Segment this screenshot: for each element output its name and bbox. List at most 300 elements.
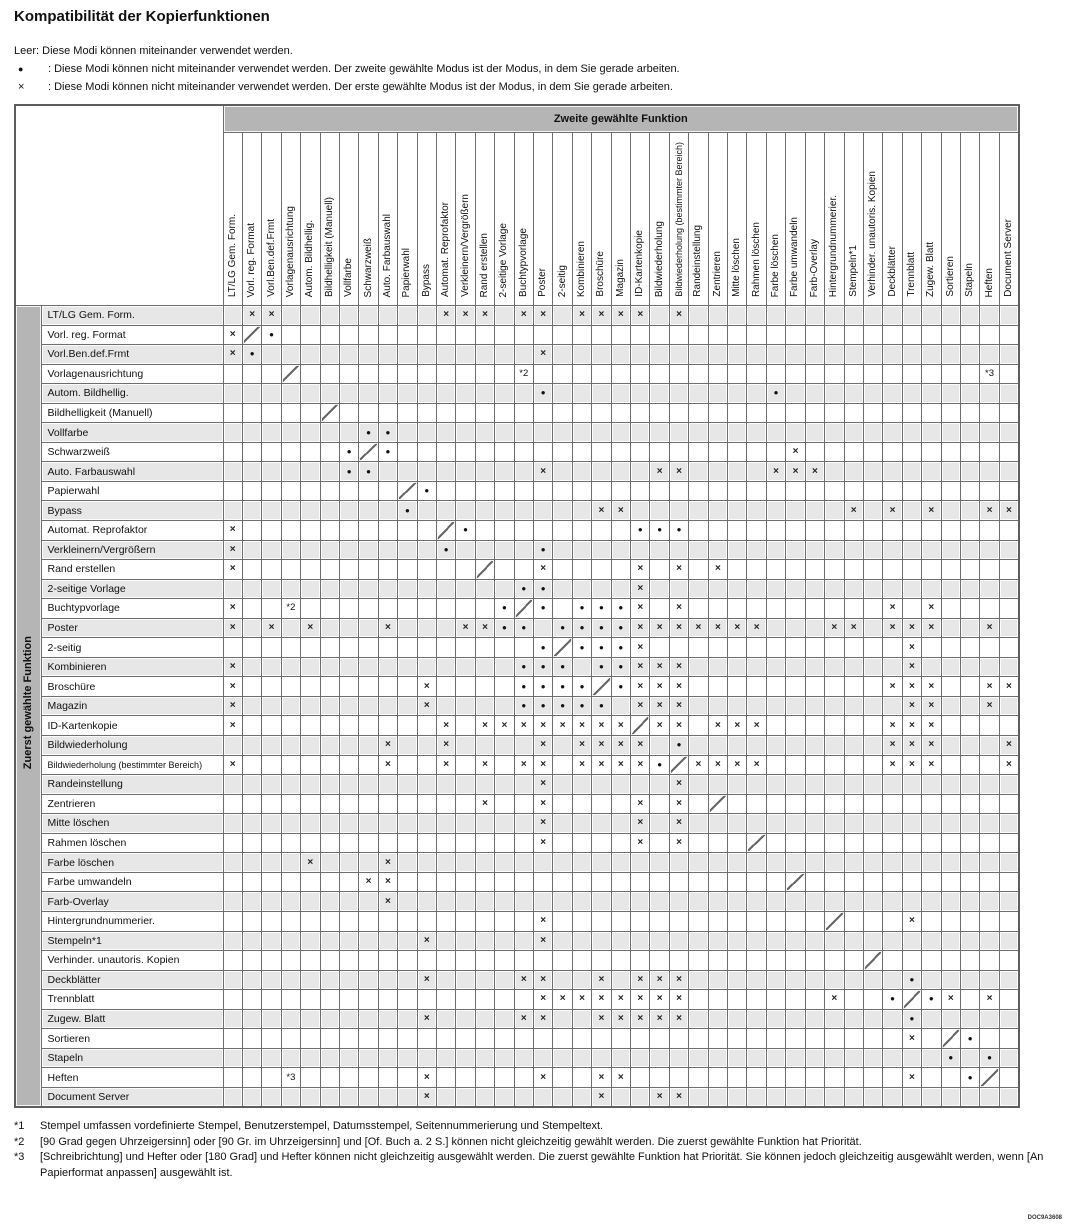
cross-mark-icon: × bbox=[579, 739, 585, 751]
matrix-cell bbox=[378, 657, 397, 677]
matrix-cell bbox=[553, 814, 572, 834]
matrix-cell bbox=[960, 892, 979, 912]
matrix-cell bbox=[359, 1029, 378, 1049]
matrix-cell bbox=[728, 794, 747, 814]
matrix-cell bbox=[398, 970, 417, 990]
cross-mark-icon: × bbox=[462, 309, 469, 321]
matrix-cell bbox=[960, 618, 979, 638]
cross-mark-icon: × bbox=[423, 934, 430, 946]
matrix-row bbox=[15, 833, 1019, 853]
matrix-diagonal-cell bbox=[980, 1068, 999, 1088]
cross-mark-icon: × bbox=[598, 1012, 605, 1024]
matrix-cell bbox=[631, 638, 650, 658]
matrix-cell bbox=[572, 403, 591, 423]
matrix-row bbox=[15, 345, 1019, 365]
matrix-cell bbox=[728, 325, 747, 345]
cross-mark-icon: × bbox=[443, 719, 450, 731]
matrix-cell bbox=[631, 775, 650, 795]
matrix-cell bbox=[398, 501, 417, 521]
matrix-cell bbox=[262, 1048, 281, 1068]
matrix-cell bbox=[359, 345, 378, 365]
dot-mark-icon: ● bbox=[599, 701, 604, 711]
matrix-cell bbox=[825, 462, 844, 482]
matrix-cell bbox=[844, 1029, 863, 1049]
matrix-cell bbox=[960, 657, 979, 677]
matrix-cell bbox=[223, 872, 242, 892]
matrix-cell bbox=[553, 853, 572, 873]
matrix-cell bbox=[611, 501, 630, 521]
matrix-cell bbox=[631, 814, 650, 834]
matrix-cell bbox=[281, 462, 300, 482]
matrix-cell bbox=[592, 579, 611, 599]
cross-mark-icon: × bbox=[656, 1012, 663, 1024]
matrix-cell bbox=[805, 618, 824, 638]
row-axis-label: Zuerst gewählte Funktion bbox=[15, 306, 41, 1108]
matrix-cell bbox=[339, 325, 358, 345]
matrix-cell bbox=[941, 403, 960, 423]
matrix-cell bbox=[534, 1029, 553, 1049]
matrix-cell bbox=[708, 1048, 727, 1068]
footnote bbox=[14, 1119, 1056, 1135]
matrix-cell bbox=[301, 442, 320, 462]
column-header: Poster bbox=[534, 133, 553, 306]
dot-mark-icon: ● bbox=[521, 623, 527, 633]
matrix-cell bbox=[941, 345, 960, 365]
matrix-cell bbox=[262, 501, 281, 521]
matrix-cell bbox=[456, 618, 475, 638]
matrix-cell bbox=[999, 1068, 1019, 1088]
matrix-cell bbox=[223, 423, 242, 443]
matrix-cell bbox=[281, 1087, 300, 1107]
matrix-cell bbox=[728, 599, 747, 619]
matrix-diagonal-cell bbox=[398, 481, 417, 501]
matrix-cell bbox=[281, 892, 300, 912]
matrix-cell bbox=[242, 364, 261, 384]
matrix-row bbox=[15, 755, 1019, 775]
matrix-cell bbox=[669, 403, 688, 423]
matrix-cell bbox=[339, 618, 358, 638]
matrix-cell bbox=[902, 853, 921, 873]
matrix-cell bbox=[572, 345, 591, 365]
matrix-cell bbox=[417, 521, 436, 541]
matrix-cell bbox=[475, 755, 494, 775]
matrix-cell bbox=[631, 794, 650, 814]
matrix-cell bbox=[980, 657, 999, 677]
matrix-cell bbox=[708, 423, 727, 443]
matrix-cell bbox=[728, 1087, 747, 1107]
matrix-cell bbox=[863, 1048, 882, 1068]
cross-mark-icon: × bbox=[889, 680, 896, 692]
matrix-cell bbox=[611, 716, 630, 736]
row-label: Vorl. reg. Format bbox=[41, 325, 223, 345]
matrix-cell bbox=[281, 560, 300, 580]
cross-mark-icon: × bbox=[423, 1071, 430, 1083]
column-header: ID-Kartenkopie bbox=[631, 133, 650, 306]
matrix-cell bbox=[650, 696, 669, 716]
matrix-cell bbox=[223, 384, 242, 404]
matrix-cell bbox=[378, 951, 397, 971]
matrix-cell bbox=[339, 853, 358, 873]
matrix-cell bbox=[922, 657, 941, 677]
column-header: Bildhelligkeit (Manuell) bbox=[320, 133, 339, 306]
matrix-cell bbox=[941, 814, 960, 834]
matrix-cell bbox=[631, 892, 650, 912]
matrix-cell bbox=[417, 442, 436, 462]
matrix-cell bbox=[320, 794, 339, 814]
matrix-cell bbox=[534, 540, 553, 560]
matrix-cell bbox=[863, 814, 882, 834]
matrix-cell bbox=[223, 755, 242, 775]
matrix-cell bbox=[844, 833, 863, 853]
dot-mark-icon: ● bbox=[424, 486, 430, 496]
matrix-cell bbox=[553, 462, 572, 482]
row-label: Kombinieren bbox=[41, 657, 223, 677]
matrix-cell bbox=[980, 345, 999, 365]
matrix-cell bbox=[747, 403, 766, 423]
matrix-cell bbox=[669, 462, 688, 482]
matrix-cell bbox=[301, 462, 320, 482]
dot-mark-icon: ● bbox=[657, 525, 663, 535]
cross-mark-icon: × bbox=[928, 739, 935, 751]
matrix-row bbox=[15, 951, 1019, 971]
matrix-cell bbox=[495, 364, 514, 384]
matrix-cell bbox=[960, 638, 979, 658]
matrix-cell bbox=[320, 677, 339, 697]
matrix-cell bbox=[980, 540, 999, 560]
matrix-cell bbox=[436, 970, 455, 990]
matrix-cell bbox=[223, 696, 242, 716]
matrix-cell bbox=[728, 677, 747, 697]
cross-mark-icon: × bbox=[423, 973, 430, 985]
matrix-cell bbox=[825, 325, 844, 345]
matrix-cell bbox=[747, 853, 766, 873]
matrix-diagonal-cell bbox=[805, 892, 824, 912]
matrix-cell bbox=[534, 775, 553, 795]
matrix-cell bbox=[650, 462, 669, 482]
matrix-cell bbox=[378, 423, 397, 443]
matrix-cell bbox=[320, 462, 339, 482]
matrix-cell bbox=[456, 462, 475, 482]
matrix-cell bbox=[553, 560, 572, 580]
matrix-cell bbox=[242, 794, 261, 814]
row-label: Trennblatt bbox=[41, 990, 223, 1010]
matrix-cell bbox=[417, 853, 436, 873]
matrix-cell bbox=[378, 872, 397, 892]
matrix-row bbox=[15, 853, 1019, 873]
matrix-cell bbox=[902, 423, 921, 443]
matrix-cell bbox=[747, 501, 766, 521]
matrix-cell bbox=[766, 481, 785, 501]
matrix-cell bbox=[417, 794, 436, 814]
cross-mark-icon: × bbox=[909, 1032, 915, 1044]
matrix-cell bbox=[281, 403, 300, 423]
matrix-cell bbox=[320, 990, 339, 1010]
matrix-cell bbox=[242, 540, 261, 560]
matrix-cell bbox=[728, 306, 747, 326]
matrix-cell bbox=[650, 657, 669, 677]
matrix-cell bbox=[844, 814, 863, 834]
cross-mark-icon: × bbox=[656, 661, 663, 673]
matrix-cell bbox=[339, 736, 358, 756]
matrix-cell bbox=[786, 892, 805, 912]
matrix-cell bbox=[689, 696, 708, 716]
matrix-cell bbox=[708, 833, 727, 853]
matrix-cell bbox=[708, 892, 727, 912]
matrix-cell bbox=[572, 853, 591, 873]
matrix-cell bbox=[320, 853, 339, 873]
matrix-cell bbox=[786, 677, 805, 697]
matrix-cell bbox=[883, 990, 902, 1010]
matrix-cell bbox=[708, 462, 727, 482]
cross-mark-icon: × bbox=[482, 309, 488, 321]
dot-mark-icon: ● bbox=[579, 701, 585, 711]
matrix-cell bbox=[242, 833, 261, 853]
column-header: Farbe löschen bbox=[766, 133, 785, 306]
matrix-cell bbox=[631, 462, 650, 482]
matrix-cell bbox=[281, 814, 300, 834]
matrix-cell bbox=[786, 775, 805, 795]
matrix-cell bbox=[844, 775, 863, 795]
matrix-cell bbox=[960, 1087, 979, 1107]
matrix-cell bbox=[534, 501, 553, 521]
matrix-cell bbox=[902, 521, 921, 541]
matrix-cell bbox=[514, 696, 533, 716]
matrix-cell bbox=[436, 1029, 455, 1049]
matrix-cell bbox=[611, 755, 630, 775]
matrix-cell bbox=[922, 931, 941, 951]
matrix-cell bbox=[534, 736, 553, 756]
matrix-cell bbox=[281, 716, 300, 736]
dot-mark-icon: ● bbox=[599, 662, 604, 672]
matrix-cell bbox=[359, 833, 378, 853]
matrix-cell bbox=[553, 599, 572, 619]
dot-mark-icon: ● bbox=[540, 544, 546, 554]
matrix-cell bbox=[669, 1087, 688, 1107]
matrix-cell bbox=[960, 775, 979, 795]
matrix-row bbox=[15, 931, 1019, 951]
matrix-cell bbox=[553, 892, 572, 912]
matrix-cell bbox=[728, 696, 747, 716]
matrix-cell bbox=[650, 853, 669, 873]
cross-mark-icon: × bbox=[637, 739, 644, 751]
matrix-cell bbox=[320, 599, 339, 619]
footnote-ref-mark: *3 bbox=[286, 1071, 296, 1083]
matrix-cell bbox=[708, 481, 727, 501]
matrix-cell bbox=[592, 1048, 611, 1068]
cross-mark-icon: × bbox=[909, 622, 915, 634]
matrix-cell bbox=[592, 325, 611, 345]
matrix-cell bbox=[398, 677, 417, 697]
matrix-cell bbox=[262, 462, 281, 482]
matrix-cell bbox=[398, 833, 417, 853]
cross-mark-icon: × bbox=[928, 602, 935, 614]
cross-mark-icon: × bbox=[656, 1091, 663, 1103]
matrix-cell bbox=[805, 442, 824, 462]
row-label: 2-seitig bbox=[41, 638, 223, 658]
matrix-cell bbox=[359, 1048, 378, 1068]
matrix-diagonal-cell bbox=[689, 775, 708, 795]
matrix-cell bbox=[456, 931, 475, 951]
matrix-cell bbox=[728, 775, 747, 795]
matrix-cell bbox=[611, 911, 630, 931]
matrix-cell bbox=[301, 345, 320, 365]
matrix-cell bbox=[902, 306, 921, 326]
cross-mark-icon: × bbox=[889, 504, 896, 516]
matrix-cell bbox=[883, 521, 902, 541]
matrix-cell bbox=[320, 892, 339, 912]
matrix-cell bbox=[301, 853, 320, 873]
matrix-cell bbox=[708, 325, 727, 345]
matrix-cell bbox=[689, 521, 708, 541]
matrix-cell bbox=[378, 560, 397, 580]
matrix-cell bbox=[553, 618, 572, 638]
matrix-cell bbox=[339, 364, 358, 384]
matrix-cell bbox=[844, 560, 863, 580]
matrix-cell bbox=[960, 599, 979, 619]
row-label: Deckblätter bbox=[41, 970, 223, 990]
matrix-cell bbox=[766, 540, 785, 560]
matrix-cell bbox=[495, 657, 514, 677]
matrix-cell bbox=[534, 638, 553, 658]
matrix-cell bbox=[902, 442, 921, 462]
matrix-cell bbox=[805, 1087, 824, 1107]
matrix-cell bbox=[786, 481, 805, 501]
matrix-cell bbox=[301, 657, 320, 677]
matrix-cell bbox=[495, 1087, 514, 1107]
matrix-cell bbox=[611, 1048, 630, 1068]
matrix-cell bbox=[281, 618, 300, 638]
matrix-cell bbox=[631, 560, 650, 580]
matrix-cell bbox=[436, 501, 455, 521]
matrix-cell bbox=[805, 540, 824, 560]
matrix-cell bbox=[242, 775, 261, 795]
matrix-cell bbox=[941, 911, 960, 931]
matrix-cell bbox=[339, 599, 358, 619]
matrix-cell bbox=[708, 1087, 727, 1107]
matrix-cell bbox=[417, 990, 436, 1010]
matrix-cell bbox=[766, 951, 785, 971]
matrix-cell bbox=[359, 423, 378, 443]
cross-mark-icon: × bbox=[617, 1071, 624, 1083]
dot-mark-icon: ● bbox=[618, 681, 624, 691]
matrix-cell bbox=[999, 892, 1019, 912]
matrix-row bbox=[15, 872, 1019, 892]
matrix-cell bbox=[902, 1087, 921, 1107]
matrix-cell bbox=[902, 364, 921, 384]
matrix-cell bbox=[689, 1068, 708, 1088]
matrix-cell bbox=[902, 384, 921, 404]
matrix-cell bbox=[223, 970, 242, 990]
matrix-cell bbox=[281, 853, 300, 873]
matrix-cell bbox=[747, 423, 766, 443]
matrix-cell bbox=[922, 911, 941, 931]
matrix-cell bbox=[514, 1048, 533, 1068]
matrix-cell bbox=[223, 501, 242, 521]
matrix-cell bbox=[534, 364, 553, 384]
matrix-diagonal-cell bbox=[281, 364, 300, 384]
matrix-cell bbox=[980, 814, 999, 834]
matrix-cell bbox=[669, 892, 688, 912]
matrix-cell bbox=[805, 990, 824, 1010]
matrix-cell bbox=[262, 481, 281, 501]
matrix-cell bbox=[999, 306, 1019, 326]
matrix-cell bbox=[475, 872, 494, 892]
matrix-diagonal-cell bbox=[650, 736, 669, 756]
matrix-cell bbox=[786, 384, 805, 404]
matrix-cell bbox=[689, 599, 708, 619]
column-header: LT/LG Gem. Form. bbox=[223, 133, 242, 306]
matrix-cell bbox=[398, 736, 417, 756]
matrix-cell bbox=[941, 384, 960, 404]
matrix-cell bbox=[262, 364, 281, 384]
matrix-cell bbox=[242, 1029, 261, 1049]
matrix-cell bbox=[262, 521, 281, 541]
cross-mark-icon: × bbox=[695, 622, 702, 634]
matrix-cell bbox=[708, 345, 727, 365]
matrix-cell bbox=[572, 696, 591, 716]
matrix-cell bbox=[825, 1048, 844, 1068]
dot-mark-icon: ● bbox=[676, 525, 682, 535]
matrix-cell bbox=[941, 521, 960, 541]
matrix-cell bbox=[456, 325, 475, 345]
matrix-row bbox=[15, 521, 1019, 541]
matrix-cell bbox=[514, 657, 533, 677]
column-header: Verhinder. unautoris. Kopien bbox=[863, 133, 882, 306]
matrix-cell bbox=[941, 540, 960, 560]
legend-blank-line bbox=[14, 42, 1056, 60]
matrix-cell bbox=[631, 677, 650, 697]
matrix-cell bbox=[708, 736, 727, 756]
matrix-cell bbox=[863, 364, 882, 384]
dot-mark-icon: ● bbox=[18, 64, 24, 74]
column-header: 2-seitig bbox=[553, 133, 572, 306]
cross-mark-icon: × bbox=[676, 602, 682, 614]
matrix-cell bbox=[262, 990, 281, 1010]
matrix-cell bbox=[805, 501, 824, 521]
matrix-cell bbox=[514, 345, 533, 365]
matrix-cell bbox=[339, 696, 358, 716]
matrix-cell bbox=[941, 970, 960, 990]
matrix-cell bbox=[359, 951, 378, 971]
matrix-cell bbox=[572, 618, 591, 638]
matrix-cell bbox=[980, 384, 999, 404]
matrix-cell bbox=[999, 1029, 1019, 1049]
matrix-cell bbox=[223, 345, 242, 365]
matrix-cell bbox=[611, 677, 630, 697]
matrix-cell bbox=[883, 716, 902, 736]
matrix-cell bbox=[941, 951, 960, 971]
matrix-cell bbox=[728, 540, 747, 560]
matrix-cell bbox=[223, 677, 242, 697]
matrix-cell bbox=[456, 677, 475, 697]
matrix-row bbox=[15, 618, 1019, 638]
matrix-cell bbox=[922, 970, 941, 990]
matrix-cell bbox=[922, 677, 941, 697]
matrix-cell bbox=[281, 696, 300, 716]
matrix-cell bbox=[863, 481, 882, 501]
column-header: Trennblatt bbox=[902, 133, 921, 306]
matrix-cell bbox=[883, 364, 902, 384]
matrix-cell bbox=[456, 990, 475, 1010]
cross-mark-icon: × bbox=[676, 993, 682, 1005]
matrix-cell bbox=[417, 755, 436, 775]
matrix-cell bbox=[980, 755, 999, 775]
matrix-cell bbox=[669, 970, 688, 990]
matrix-cell bbox=[999, 970, 1019, 990]
matrix-cell bbox=[902, 325, 921, 345]
matrix-cell bbox=[592, 696, 611, 716]
matrix-cell bbox=[242, 990, 261, 1010]
